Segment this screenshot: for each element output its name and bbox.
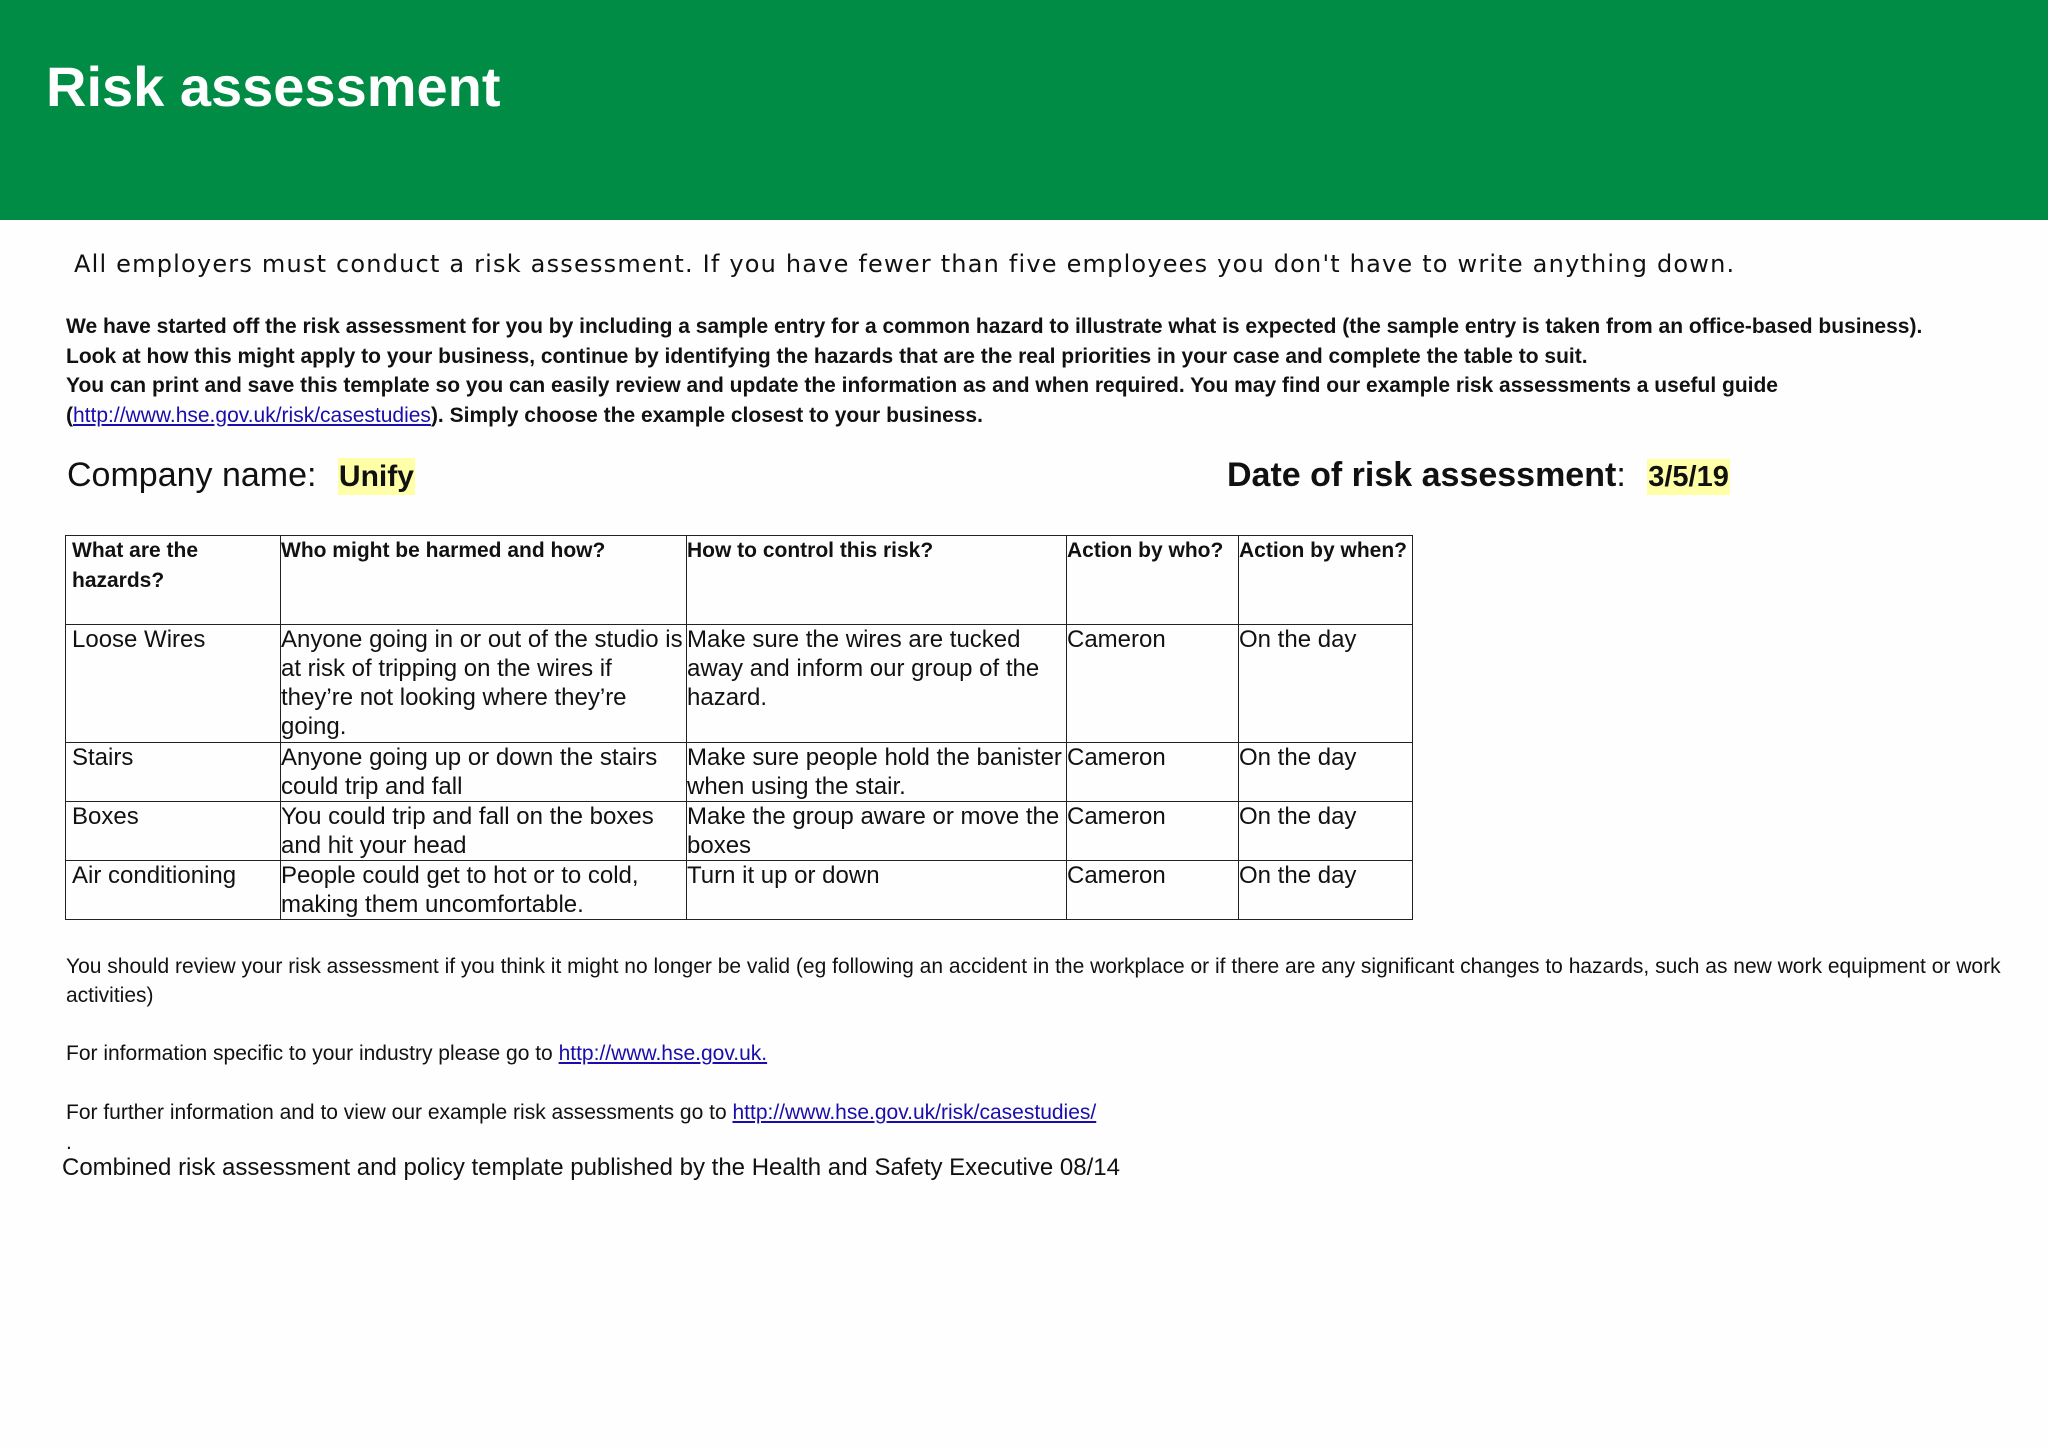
instructions-line-4-rest: ). Simply choose the example closest to your business. bbox=[430, 403, 983, 427]
action-when-cell[interactable]: On the day bbox=[1239, 802, 1413, 861]
table-row bbox=[66, 861, 1413, 920]
table-header-row bbox=[66, 536, 1413, 625]
instructions-line-1: We have started off the risk assessment for you by including a sample entry for a common hazard to illustrate what is expected (the sample entry is taken from an office-based business). bbox=[66, 315, 1923, 338]
action-when-cell[interactable]: On the day bbox=[1239, 625, 1413, 743]
date-value[interactable]: 3/5/19 bbox=[1648, 461, 1729, 493]
hazard-cell[interactable]: Loose Wires bbox=[66, 625, 281, 743]
company-name-value[interactable]: Unify bbox=[338, 460, 414, 493]
instructions-block bbox=[66, 312, 2026, 430]
action-when-cell[interactable]: On the day bbox=[1239, 743, 1413, 802]
further-info-text: For further information and to view our example risk assessments go to bbox=[66, 1101, 727, 1124]
company-name-row bbox=[67, 456, 415, 495]
instructions-line-2: Look at how this might apply to your business, continue by identifying the hazards that are the real priorities in your case and complete the table to suit. bbox=[66, 344, 1588, 368]
footer-dot: . bbox=[66, 1131, 72, 1154]
header-action-when: Action by when? bbox=[1239, 536, 1413, 625]
header-control: How to control this risk? bbox=[687, 536, 1067, 625]
control-cell[interactable]: Turn it up or down bbox=[687, 861, 1067, 920]
date-colon: : bbox=[1616, 456, 1626, 494]
casestudies-footer-link[interactable]: http://www.hse.gov.uk/risk/casestudies/ bbox=[732, 1101, 1097, 1124]
who-harmed-cell[interactable]: You could trip and fall on the boxes and hit your head bbox=[281, 802, 687, 861]
industry-info bbox=[66, 1039, 767, 1068]
action-who-cell[interactable]: Cameron bbox=[1067, 802, 1239, 861]
header-action-who: Action by who? bbox=[1067, 536, 1239, 625]
hse-home-link[interactable]: http://www.hse.gov.uk. bbox=[558, 1042, 768, 1065]
control-cell[interactable]: Make sure the wires are tucked away and inform our group of the hazard. bbox=[687, 625, 1067, 743]
who-harmed-cell[interactable]: Anyone going in or out of the studio is at risk of tripping on the wires if they’re not looking where they’re going. bbox=[281, 625, 687, 743]
company-name-label: Company name: bbox=[67, 456, 317, 494]
header-hazards: What are the hazards? bbox=[66, 536, 281, 625]
control-cell[interactable]: Make the group aware or move the boxes bbox=[687, 802, 1067, 861]
risk-table bbox=[65, 535, 1413, 920]
who-harmed-cell[interactable]: People could get to hot or to cold, making them uncomfortable. bbox=[281, 861, 687, 920]
date-label: Date of risk assessment bbox=[1227, 456, 1617, 494]
hazard-cell[interactable]: Stairs bbox=[66, 743, 281, 802]
table-row bbox=[66, 625, 1413, 743]
who-harmed-cell[interactable]: Anyone going up or down the stairs could trip and fall bbox=[281, 743, 687, 802]
open-paren: ( bbox=[66, 403, 73, 427]
review-note: You should review your risk assessment if you think it might no longer be valid (eg following an accident in the workplace or if there are any significant changes to hazards, such as new work equipment or work activities) bbox=[66, 955, 2001, 1007]
intro-text: All employers must conduct a risk assessment. If you have fewer than five employees you don't have to write anything down. bbox=[74, 250, 1736, 278]
further-info bbox=[66, 1098, 1096, 1127]
table-row bbox=[66, 743, 1413, 802]
header-band bbox=[0, 0, 2048, 220]
header-who-harmed: Who might be harmed and how? bbox=[281, 536, 687, 625]
instructions-line-3: You can print and save this template so you can easily review and update the information as and when required. You may find our example risk assessments a useful guide bbox=[66, 374, 1778, 397]
table-row bbox=[66, 802, 1413, 861]
instructions-line-4 bbox=[66, 401, 2026, 431]
action-when-cell[interactable]: On the day bbox=[1239, 861, 1413, 920]
action-who-cell[interactable]: Cameron bbox=[1067, 625, 1239, 743]
control-cell[interactable]: Make sure people hold the banister when using the stair. bbox=[687, 743, 1067, 802]
casestudies-link[interactable]: http://www.hse.gov.uk/risk/casestudies bbox=[73, 403, 431, 427]
action-who-cell[interactable]: Cameron bbox=[1067, 861, 1239, 920]
date-row bbox=[1227, 456, 1730, 495]
hazard-cell[interactable]: Boxes bbox=[66, 802, 281, 861]
page-title: Risk assessment bbox=[46, 55, 501, 118]
action-who-cell[interactable]: Cameron bbox=[1067, 743, 1239, 802]
published-note: Combined risk assessment and policy template published by the Health and Safety Executive 08/14 bbox=[62, 1154, 1120, 1181]
industry-info-text: For information specific to your industry please go to bbox=[66, 1042, 553, 1065]
hazard-cell[interactable]: Air conditioning bbox=[66, 861, 281, 920]
